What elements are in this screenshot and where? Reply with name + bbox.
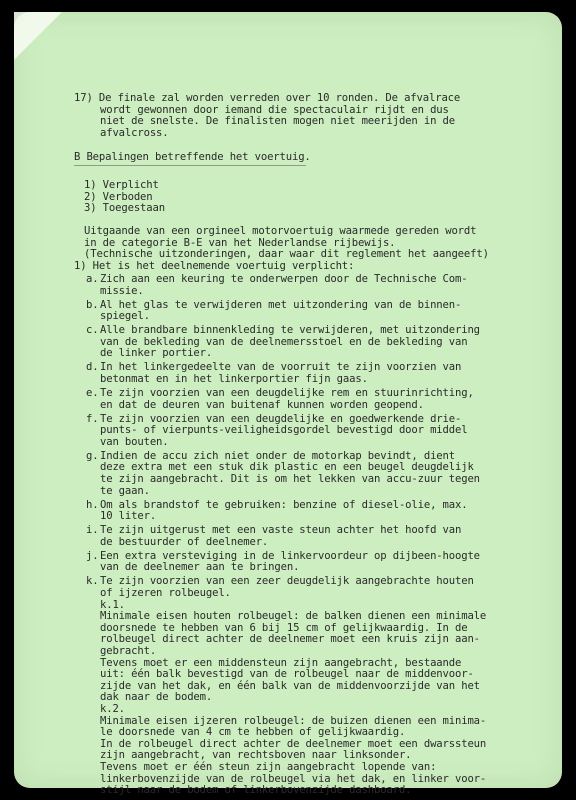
item-line: Zich aan een keuring te onderwerpen door de Technische Com- xyxy=(100,273,468,285)
item-line: van de deelnemer aan te bringen. xyxy=(100,561,300,574)
item-line: betonmat en in het linkerportier fijn gaas. xyxy=(100,373,368,385)
item-line: deze extra met een stuk dik plastic en een beugel deugdelijk xyxy=(100,461,474,474)
item-letter: a. xyxy=(86,273,99,285)
item-line: Te zijn voorzien van een zeer deugdelijk aangebrachte houten xyxy=(100,575,474,588)
item-line: Te zijn voorzien van een deugdelijke en goedwerkende drie- xyxy=(100,412,462,425)
category-item: 2) Verboden xyxy=(84,190,153,203)
intro-line: in de categorie B-E van het Nederlandse rijbewijs. xyxy=(84,236,396,249)
paragraph-17-line: wordt gewonnen door iemand die spectaculair rijdt en dus xyxy=(100,103,449,116)
item-line: doorsnede te hebben van 6 bij 15 cm of gelijkwaardig. In de xyxy=(100,621,468,634)
item-line: zijde van het dak, en één balk van de middenvoorzijde van het xyxy=(100,679,480,692)
document-text xyxy=(14,12,562,797)
item-line: zijn aangebracht, van rechtsboven naar linksonder. xyxy=(100,749,412,762)
item-line: linkerbovenzijde van de rolbeugel via het dak, en linker voor- xyxy=(100,772,487,785)
item-line: Al het glas te verwijderen met uitzondering van de binnen- xyxy=(100,298,462,311)
item-letter: j. xyxy=(86,549,99,562)
item-letter: k. xyxy=(86,575,99,588)
item-line: missie. xyxy=(100,284,144,297)
item-line: en dat de deuren van buitenaf kunnen worden geopend. xyxy=(100,398,424,411)
category-item: 3) Toegestaan xyxy=(84,202,165,215)
category-item: 1) Verplicht xyxy=(84,179,159,191)
item-line: le doorsnede van 4 cm te hebben of gelijkwaardig. xyxy=(100,726,406,739)
item-line: rolbeugel direct achter de deelnemer moet een kruis zijn aan- xyxy=(100,633,480,646)
section-b-heading: B Bepalingen betreffende het voertuig. xyxy=(74,151,311,163)
paragraph-17-line: afvalcross. xyxy=(100,126,169,139)
item-letter: h. xyxy=(86,498,99,511)
item-line: te zijn aangebracht. Dit is om het lekken van accu-zuur tegen xyxy=(100,473,480,485)
item-line: van bouten. xyxy=(100,435,169,448)
section-b-underline xyxy=(74,165,306,166)
intro-line: Uitgaande van een orgineel motorvoertuig waarmede gereden wordt xyxy=(84,225,477,237)
item-letter: g. xyxy=(86,449,99,462)
item-line: de bestuurder of deelnemer. xyxy=(100,535,269,548)
item-line: Indien de accu zich niet onder de motorkap bevindt, dient xyxy=(100,449,455,462)
paragraph-17-line: niet de snelste. De finalisten mogen niet meerijden in de xyxy=(100,115,455,128)
item-1-heading: 1) Het is het deelnemende voertuig verplicht: xyxy=(74,260,355,272)
item-line: stijl naar de bodem of linkerbovenzijde dashboard. xyxy=(100,784,412,797)
item-line: dak naar de bodem. xyxy=(100,691,213,704)
item-line: Om als brandstof te gebruiken: benzine of diesel-olie, max. xyxy=(100,498,468,511)
item-line: 10 liter. xyxy=(100,510,157,523)
item-line: de linker portier. xyxy=(100,347,213,360)
item-line: Te zijn uitgerust met een vaste steun achter het hoofd van xyxy=(100,524,462,537)
item-line: Een extra versteviging in de linkervoordeur op dijbeen-hoogte xyxy=(100,549,480,562)
item-letter: b. xyxy=(86,298,99,311)
item-line: Tevens moet er één steun zijn aangebracht lopende van: xyxy=(100,761,437,773)
item-letter: e. xyxy=(86,387,99,399)
item-line: of ijzeren rolbeugel. xyxy=(100,587,231,599)
item-line: Alle brandbare binnenkleding te verwijderen, met uitzondering xyxy=(100,324,480,337)
item-line: punts- of vierpunts-veiligheidsgordel bevestigd door middel xyxy=(100,424,468,437)
item-line: Minimale eisen houten rolbeugel: de balken dienen een minimale xyxy=(100,610,487,623)
item-line: In de rolbeugel direct achter de deelnemer moet een dwarssteun xyxy=(100,737,487,750)
item-line: In het linkergedeelte van de voorruit te zijn voorzien van xyxy=(100,361,462,374)
item-line: k.1. xyxy=(100,598,125,611)
item-line: van de bekleding van de deelnemersstoel en de bekleding van xyxy=(100,335,468,348)
item-line: Tevens moet er een middensteun zijn aangebracht, bestaande xyxy=(100,656,462,669)
paragraph-17-line: 17) De finale zal worden verreden over 10 ronden. De afvalrace xyxy=(74,92,461,104)
item-line: Minimale eisen ijzeren rolbeugel: de buizen dienen een minima- xyxy=(100,714,487,727)
item-letter: c. xyxy=(86,324,99,337)
item-line: te gaan. xyxy=(100,484,150,497)
item-line: spiegel. xyxy=(100,310,150,323)
item-letter: d. xyxy=(86,361,99,374)
item-letter: f. xyxy=(86,412,99,425)
item-letter: i. xyxy=(86,524,99,537)
intro-line: (Technische uitzonderingen, daar waar dit reglement het aangeeft) xyxy=(84,248,489,261)
document-page xyxy=(14,12,562,797)
item-line: gebracht. xyxy=(100,645,157,657)
item-line: Te zijn voorzien van een deugdelijke rem en stuurinrichting, xyxy=(100,387,474,399)
item-line: uit: één balk bevestigd van de rolbeugel naar de middenvoor- xyxy=(100,668,474,681)
item-line: k.2. xyxy=(100,703,125,715)
